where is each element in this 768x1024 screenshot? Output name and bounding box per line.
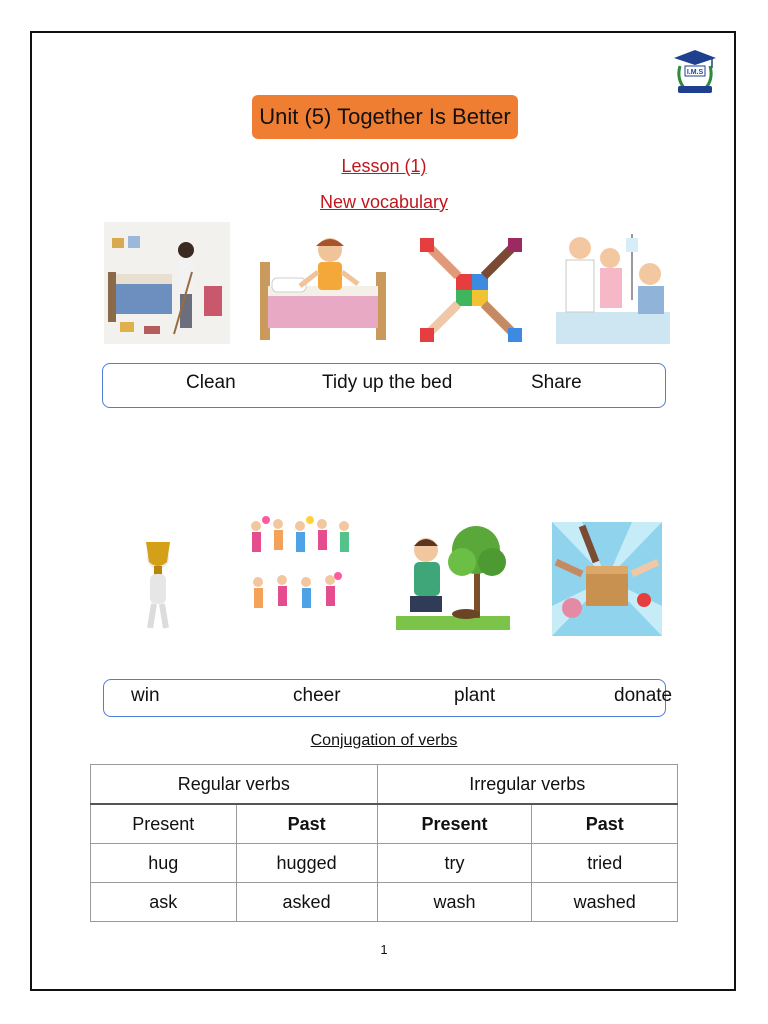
hospital-picture <box>556 230 670 344</box>
unit-title: Unit (5) Together Is Better <box>252 95 518 139</box>
cheer-picture <box>244 516 354 626</box>
clean-picture <box>104 222 230 344</box>
tidy-bed-picture <box>254 232 392 342</box>
table-header-row <box>91 804 678 844</box>
share-picture <box>418 236 524 344</box>
page-number: 1 <box>380 942 388 957</box>
verb-conjugation-table <box>90 764 678 922</box>
table-cell: washed <box>532 883 678 922</box>
vocab-word-win: win <box>131 685 160 706</box>
table-cell: tried <box>532 844 678 883</box>
vocab-word-tidy-up-the-bed: Tidy up the bed <box>322 372 453 393</box>
column-header: Past <box>532 804 678 844</box>
vocab-word-cheer: cheer <box>293 685 341 706</box>
donate-picture <box>552 522 662 636</box>
vocab-word-share: Share <box>531 372 582 393</box>
group-regular-verbs: Regular verbs <box>91 765 378 805</box>
vocab-word-clean: Clean <box>186 372 236 393</box>
table-group-row <box>91 765 678 805</box>
group-irregular-verbs: Irregular verbs <box>377 765 677 805</box>
school-logo <box>672 48 718 96</box>
table-cell: asked <box>236 883 377 922</box>
table-cell: try <box>377 844 532 883</box>
column-header: Present <box>377 804 532 844</box>
table-cell: wash <box>377 883 532 922</box>
vocab-word-donate: donate <box>614 685 673 706</box>
svg-text:I.M.S: I.M.S <box>686 69 704 76</box>
table-row <box>91 844 678 883</box>
vocab-word-plant: plant <box>454 685 496 706</box>
plant-picture <box>396 516 510 630</box>
win-picture <box>136 534 180 632</box>
table-cell: hug <box>91 844 237 883</box>
column-header: Past <box>236 804 377 844</box>
table-cell: ask <box>91 883 237 922</box>
vocab-box-row2 <box>103 679 666 717</box>
column-header: Present <box>91 804 237 844</box>
table-row <box>91 883 678 922</box>
table-cell: hugged <box>236 844 377 883</box>
conjugation-heading: Conjugation of verbs <box>310 732 458 749</box>
lesson-heading: Lesson (1) <box>341 156 427 176</box>
section-heading: New vocabulary <box>319 192 449 212</box>
